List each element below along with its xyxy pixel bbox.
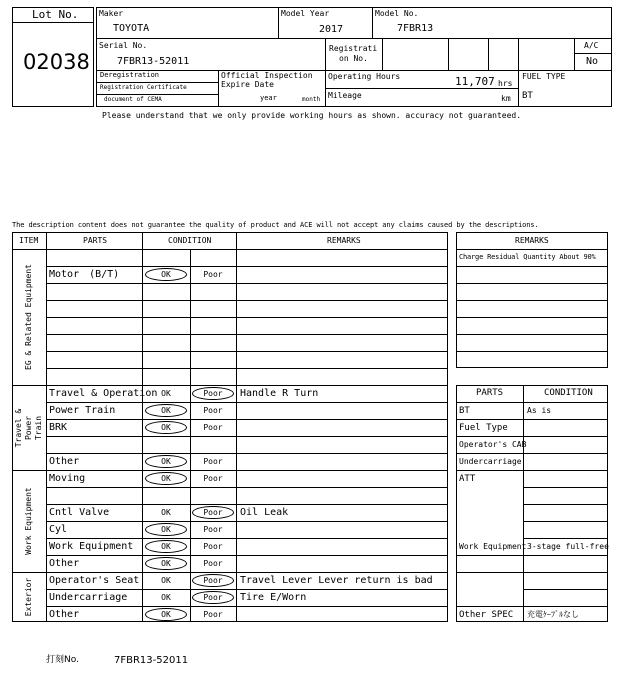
divider <box>372 7 373 38</box>
row-part-label: Travel & Operation <box>49 388 158 399</box>
cema-label: document of CEMA <box>104 96 162 103</box>
maker-value: TOYOTA <box>113 23 150 34</box>
serial-label: Serial No. <box>99 41 148 50</box>
spec-part-label: BT <box>459 406 470 416</box>
inspection-label-line2: Expire Date <box>221 80 274 89</box>
divider <box>46 232 47 622</box>
divider <box>236 232 237 622</box>
spec-condition-value: 3-stage full-free <box>527 542 609 551</box>
divider <box>142 232 143 622</box>
group-divider <box>12 470 448 471</box>
ok-circle-mark <box>145 523 187 536</box>
model-year-label: Model Year <box>281 9 330 18</box>
ok-option: OK <box>161 576 171 585</box>
ok-option: OK <box>161 474 171 483</box>
ok-option: OK <box>161 406 171 415</box>
remarks-first-row: Charge Residual Quantity About 90% <box>459 253 596 261</box>
ok-circle-mark <box>145 540 187 553</box>
poor-option: Poor <box>203 474 223 483</box>
poor-circle-mark <box>192 387 234 400</box>
divider <box>12 22 94 23</box>
hrs-unit: hrs <box>498 79 513 88</box>
row-part-label: Moving <box>49 473 86 484</box>
lot-label: Lot No. <box>32 8 79 21</box>
divider <box>518 38 519 107</box>
row-part-label: Other <box>49 609 80 620</box>
row-divider <box>46 283 448 284</box>
row-divider <box>46 368 448 369</box>
ok-circle-mark <box>145 557 187 570</box>
row-part-label: Other <box>49 558 80 569</box>
divider <box>278 7 279 38</box>
row-remark: Travel Lever Lever return is bad <box>240 575 433 586</box>
row-remark: Tire E/Worn <box>240 592 307 603</box>
row-divider <box>456 317 608 318</box>
km-unit: km <box>501 94 511 103</box>
ok-option: OK <box>161 593 171 602</box>
year-label: year <box>260 94 277 102</box>
model-no-label: Model No. <box>375 9 419 18</box>
row-divider <box>46 504 448 505</box>
poor-option: Poor <box>203 593 223 602</box>
spec-part-label: Operator's CAB <box>459 440 527 449</box>
row-divider <box>456 283 608 284</box>
row-part-label: Undercarriage <box>49 592 128 603</box>
row-divider <box>46 453 448 454</box>
header-condition: CONDITION <box>168 236 212 245</box>
row-divider <box>456 351 608 352</box>
poor-option: Poor <box>203 406 223 415</box>
poor-option: Poor <box>203 389 223 398</box>
row-part-label: BRK <box>49 422 68 433</box>
divider <box>488 38 489 70</box>
spec-condition-value: 充電ｹｰﾌﾞﾙなし <box>527 610 579 619</box>
divider <box>325 88 518 89</box>
spec-part-label: Fuel Type <box>459 423 508 433</box>
ok-option: OK <box>161 423 171 432</box>
row-divider <box>46 266 448 267</box>
row-divider <box>456 334 608 335</box>
spec-header-parts: PARTS <box>476 388 504 398</box>
header-item: ITEM <box>19 236 39 245</box>
row-part-label: Motor (B/T) <box>49 269 120 280</box>
group-label-exterior <box>12 572 46 622</box>
row-divider <box>456 402 608 403</box>
ok-option: OK <box>161 559 171 568</box>
row-divider <box>456 419 608 420</box>
row-divider <box>523 538 608 539</box>
row-divider <box>46 521 448 522</box>
spec-part-label: Undercarriage <box>459 457 522 466</box>
group-label-work-text: Work Equipment <box>24 487 33 555</box>
divider <box>12 249 448 250</box>
row-divider <box>456 572 608 573</box>
row-remark: Oil Leak <box>240 507 289 518</box>
group-label-travel <box>12 385 46 470</box>
divider <box>448 38 449 70</box>
ok-option: OK <box>161 610 171 619</box>
group-label-travel-text: Travel & Power Train <box>14 408 43 448</box>
group-label-exterior-text: Exterior <box>24 577 33 617</box>
row-divider <box>46 402 448 403</box>
stamp-value: 7FBR13-52011 <box>114 655 189 666</box>
row-divider <box>46 589 448 590</box>
row-part-label: Other <box>49 456 80 467</box>
header-parts: PARTS <box>83 236 108 245</box>
group-label-eg-text: EG & Related Equipment <box>24 264 33 370</box>
header-remarks: REMARKS <box>327 236 361 245</box>
serial-value: 7FBR13-52011 <box>117 56 190 67</box>
divider <box>96 38 612 39</box>
registration-label-line2: on No. <box>339 54 368 63</box>
stamp-label: 打刻No. <box>46 655 79 665</box>
row-divider <box>523 487 608 488</box>
row-divider <box>456 470 608 471</box>
row-part-label: Operator's Seat <box>49 575 140 586</box>
divider <box>218 70 219 107</box>
row-divider <box>46 538 448 539</box>
row-divider <box>46 300 448 301</box>
row-part-label: Cntl Valve <box>49 507 110 518</box>
model-year-value: 2017 <box>319 24 344 35</box>
spec-header-condition: CONDITION <box>544 388 593 398</box>
group-divider <box>12 385 448 386</box>
ok-option: OK <box>161 508 171 517</box>
ok-circle-mark <box>145 455 187 468</box>
row-divider <box>523 521 608 522</box>
ok-circle-mark <box>145 608 187 621</box>
poor-circle-mark <box>192 506 234 519</box>
row-divider <box>456 453 608 454</box>
ok-circle-mark <box>145 472 187 485</box>
row-divider <box>456 266 608 267</box>
poor-option: Poor <box>203 270 223 279</box>
ac-value: No <box>586 56 599 67</box>
month-label: month <box>302 96 321 103</box>
fuel-type-label: FUEL TYPE <box>522 72 566 81</box>
row-divider <box>46 419 448 420</box>
ok-circle-mark <box>145 421 187 434</box>
row-remark: Handle R Turn <box>240 388 319 399</box>
spec-condition-value: As is <box>527 406 552 415</box>
hours-notice: Please understand that we only provide working hours as shown. accuracy not guaranteed. <box>102 111 522 120</box>
group-divider <box>12 572 448 573</box>
poor-option: Poor <box>203 610 223 619</box>
poor-circle-mark <box>192 591 234 604</box>
model-no-value: 7FBR13 <box>397 23 434 34</box>
divider <box>325 38 326 107</box>
row-divider <box>46 436 448 437</box>
operating-hours-value: 11,707 <box>455 75 495 88</box>
row-divider <box>523 504 608 505</box>
spec-part-label: Work Equipment <box>459 542 527 551</box>
ac-label: A/C <box>584 41 599 50</box>
divider <box>96 70 612 71</box>
poor-option: Poor <box>203 542 223 551</box>
description-notice: The description content does not guarantee the quality of product and ACE will not accept any claims caused by the descriptions. <box>12 221 539 229</box>
mileage-label: Mileage <box>328 91 362 100</box>
poor-option: Poor <box>203 525 223 534</box>
poor-option: Poor <box>203 576 223 585</box>
poor-option: Poor <box>203 508 223 517</box>
row-divider <box>456 436 608 437</box>
inspection-label-line1: Official Inspection <box>221 71 313 80</box>
row-divider <box>46 351 448 352</box>
ok-option: OK <box>161 542 171 551</box>
row-divider <box>46 555 448 556</box>
ok-option: OK <box>161 270 171 279</box>
row-divider <box>46 317 448 318</box>
divider <box>96 82 218 83</box>
poor-option: Poor <box>203 559 223 568</box>
ok-circle-mark <box>145 268 187 281</box>
group-label-eg <box>12 249 46 385</box>
divider <box>96 94 218 95</box>
poor-option: Poor <box>203 457 223 466</box>
row-divider <box>523 589 608 590</box>
divider <box>574 53 612 54</box>
maker-label: Maker <box>99 9 124 18</box>
spec-part-label: ATT <box>459 474 476 484</box>
operating-hours-label: Operating Hours <box>328 72 401 81</box>
row-part-label: Power Train <box>49 405 116 416</box>
poor-option: Poor <box>203 423 223 432</box>
remarks-header: REMARKS <box>515 236 549 245</box>
registration-label-line1: Registrati <box>329 44 378 53</box>
row-divider <box>456 300 608 301</box>
ok-circle-mark <box>145 404 187 417</box>
divider <box>574 38 575 70</box>
row-divider <box>456 249 608 250</box>
group-label-work <box>12 470 46 572</box>
fuel-type-value: BT <box>522 91 533 101</box>
row-divider <box>46 606 448 607</box>
lot-number: 02038 <box>23 50 90 74</box>
poor-circle-mark <box>192 574 234 587</box>
row-divider <box>46 487 448 488</box>
registration-cert-label: Registration Certificate <box>100 84 187 91</box>
ok-option: OK <box>161 525 171 534</box>
spec-part-label: Other SPEC <box>459 610 514 620</box>
row-part-label: Cyl <box>49 524 68 535</box>
row-part-label: Work Equipment <box>49 541 134 552</box>
row-divider <box>456 555 608 556</box>
ok-option: OK <box>161 389 171 398</box>
divider <box>382 38 383 70</box>
row-divider <box>46 334 448 335</box>
deregistration-label: Deregistration <box>100 71 160 79</box>
ok-option: OK <box>161 457 171 466</box>
row-divider <box>456 606 608 607</box>
